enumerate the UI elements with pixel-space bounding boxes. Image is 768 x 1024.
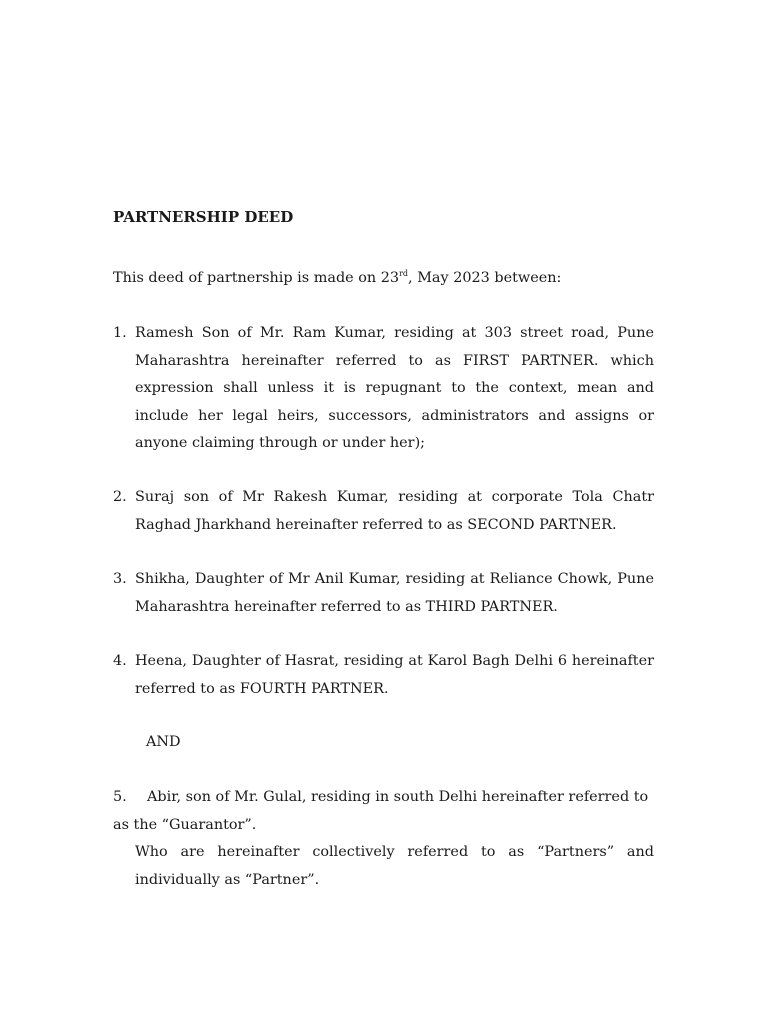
intro-text-before-day: This deed of partnership is made on 23 bbox=[113, 270, 400, 286]
clause-4 bbox=[113, 648, 654, 703]
clause-number: 1. bbox=[113, 325, 127, 341]
clause-number: 2. bbox=[113, 489, 127, 505]
clause-5 bbox=[113, 784, 654, 839]
clause-number: 5. bbox=[113, 789, 127, 805]
clause-text: Ramesh Son of Mr. Ram Kumar, residing at 303 street road, Pune Maharashtra hereinafter referred to as FIRST PARTNER. which expression shall unless it is repugnant to the context, mean and include her legal heirs, successors, administrators and assigns or anyone claiming through or under her); bbox=[135, 325, 654, 451]
collective-definition: Who are hereinafter collectively referred to as “Partners” and individually as “Partner”. bbox=[135, 844, 654, 888]
intro-paragraph bbox=[113, 265, 673, 293]
clause-text: Shikha, Daughter of Mr Anil Kumar, residing at Reliance Chowk, Pune Maharashtra hereinafter referred to as THIRD PARTNER. bbox=[135, 571, 654, 615]
clause-number: 3. bbox=[113, 571, 127, 587]
clause-3 bbox=[113, 566, 654, 621]
clause-text: Suraj son of Mr Rakesh Kumar, residing at corporate Tola Chatr Raghad Jharkhand hereinafter referred to as SECOND PARTNER. bbox=[135, 489, 654, 533]
clause-text: Heena, Daughter of Hasrat, residing at Karol Bagh Delhi 6 hereinafter referred to as FOURTH PARTNER. bbox=[135, 653, 654, 697]
clause-1 bbox=[113, 320, 654, 458]
document-title: PARTNERSHIP DEED bbox=[113, 208, 294, 226]
intro-text-after-day: , May 2023 between: bbox=[408, 270, 562, 286]
conjunction-and: AND bbox=[146, 734, 181, 750]
clause-number: 4. bbox=[113, 653, 127, 669]
clause-2 bbox=[113, 484, 654, 539]
day-ordinal-suffix: rd bbox=[399, 269, 409, 278]
clause-text: Abir, son of Mr. Gulal, residing in south Delhi hereinafter referred to as the “Guarantor”. bbox=[113, 789, 649, 833]
